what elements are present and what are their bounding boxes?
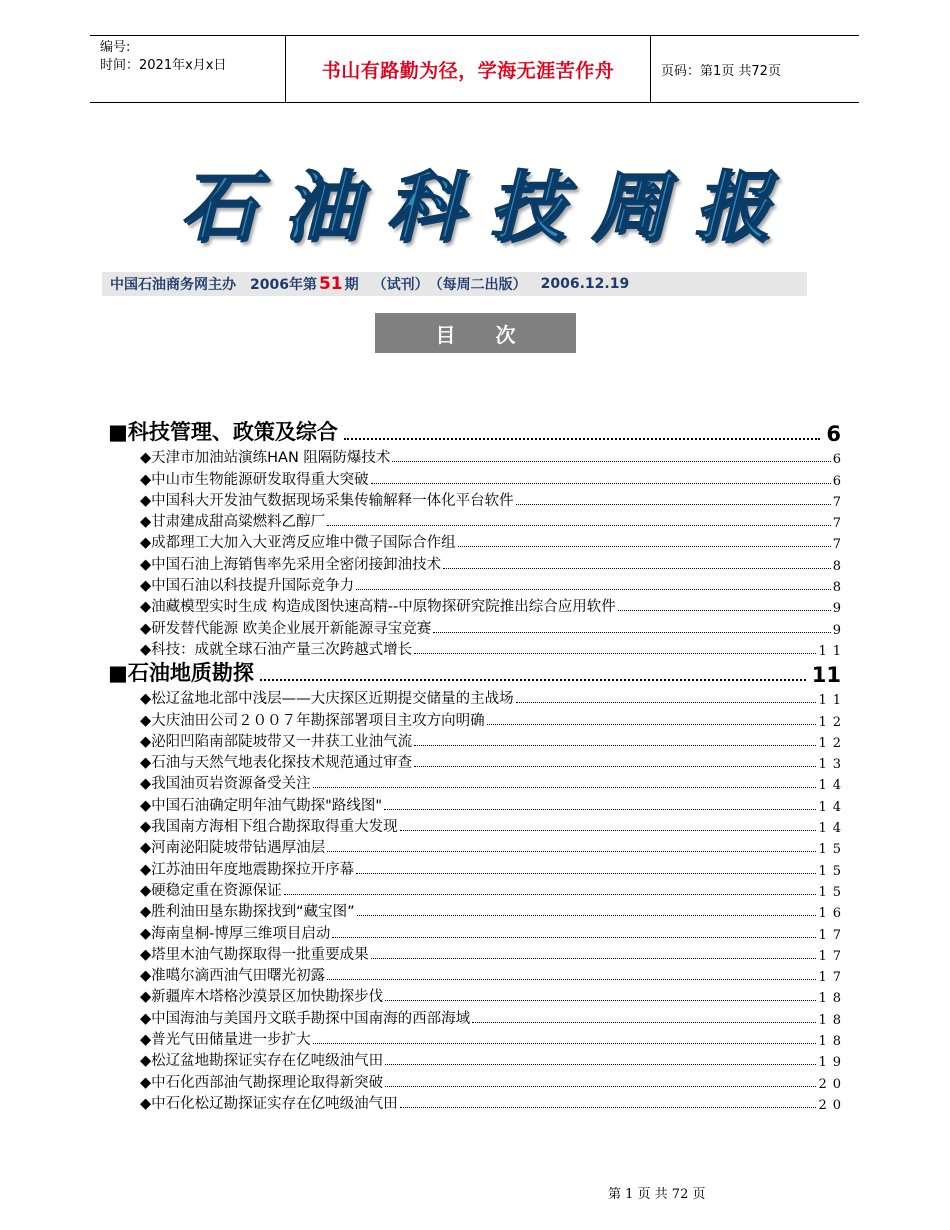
leader-dots [332,937,816,938]
leader-dots [344,438,821,440]
toc-entry-title: ◆胜利油田垦东勘探找到“藏宝图” [140,904,355,921]
table-of-contents [108,418,847,1113]
time-label: 时间：2021年x月x日 [100,58,227,73]
toc-entry-page: 8 [832,558,847,574]
toc-entry-title: ◆大庆油田公司２００７年勘探部署项目主攻方向明确 [140,712,485,729]
leader-dots [487,724,817,725]
leader-dots [356,873,816,874]
leader-dots [313,787,817,788]
leader-dots [443,568,831,569]
toc-entry-page: 11 [818,693,847,709]
trial-label: （试刊） [372,277,429,293]
toc-entry-page: 15 [818,842,847,858]
leader-dots [327,979,816,980]
toc-entry-page: 17 [818,970,847,986]
toc-entry[interactable] [108,574,847,596]
toc-entry[interactable] [108,489,847,510]
toc-entry-title: ◆中石化西部油气勘探理论取得新突破 [140,1074,384,1091]
masthead-char: 周 [591,161,668,251]
toc-entry[interactable] [108,836,847,858]
toc-entry-title: ◆泌阳凹陷南部陡坡带又一井获工业油气流 [140,733,413,750]
toc-entry-title: ◆江苏油田年度地震勘探拉开序幕 [140,861,355,878]
toc-entry[interactable] [108,751,847,773]
toc-entry-title: ◆中国石油以科技提升国际竞争力 [140,578,355,595]
toc-entry[interactable] [108,708,847,730]
masthead-title [180,150,770,250]
frequency-label: （每周二出版） [428,277,527,293]
toc-section-heading[interactable] [108,418,841,446]
toc-entry-title: ◆松辽盆地北部中浅层——大庆探区近期提交储量的主战场 [140,691,514,708]
toc-entry[interactable] [108,1092,847,1113]
toc-section-title: ■石油地质勘探 [108,660,254,685]
masthead-char: 石 [180,161,256,251]
toc-entry[interactable] [108,531,847,553]
toc-entry-title: ◆海南皇桐-博厚三维项目启动 [140,925,331,942]
toc-entry[interactable] [108,793,847,815]
leader-dots [472,1022,816,1023]
header-page-code: 页码：第1页 共72页 [661,63,781,79]
toc-section-heading[interactable] [108,659,841,687]
toc-section-page: 11 [811,662,841,687]
document-header [90,35,859,103]
toc-entry-page: 6 [832,452,847,468]
masthead-char: 油 [282,161,359,251]
toc-entry-page: 7 [832,494,847,510]
toc-entry[interactable] [108,772,847,794]
toc-entry-page: 18 [818,1012,847,1028]
toc-entry-title: ◆河南泌阳陡坡带钻遇厚油层 [140,840,326,857]
toc-entry-title: ◆新疆库木塔格沙漠景区加快勘探步伐 [140,989,384,1006]
toc-entry-page: 14 [818,821,847,837]
toc-entry-page: 18 [818,991,847,1007]
header-motto: 书山有路勤为径，学海无涯苦作舟 [286,36,651,102]
toc-entry[interactable] [108,1028,847,1050]
toc-entry-page: 9 [832,601,847,617]
toc-entry-title: ◆塔里木油气勘探取得一批重要成果 [140,946,369,963]
toc-entry-title: ◆硬稳定重在资源保证 [140,882,282,899]
leader-dots [313,1043,817,1044]
toc-entry-page: 9 [832,622,847,638]
leader-dots [385,1086,816,1087]
toc-entry-title: ◆中国石油上海销售率先采用全密闭接卸油技术 [140,556,442,573]
toc-section-title: ■科技管理、政策及综合 [108,420,338,444]
leader-dots [327,851,816,852]
toc-entry-page: 18 [818,1034,847,1050]
toc-entry-page: 14 [818,778,847,794]
leader-dots [327,525,831,526]
toc-entry-title: ◆科技：成就全球石油产量三次跨越式增长 [140,641,413,658]
leader-dots [385,1064,816,1065]
leader-dots [384,809,816,810]
leader-dots [414,653,816,654]
toc-entry[interactable] [108,467,847,489]
toc-entry-title: ◆天津市加油站演练HAN 阻隔防爆技术 [140,450,391,467]
leader-dots [260,679,806,681]
issue-year: 2006年第 [250,277,317,293]
leader-dots [392,461,830,462]
leader-dots [433,632,830,633]
issue-date: 2006.12.19 [540,276,630,292]
toc-entry-title: ◆我国南方海相下组合勘探取得重大发现 [140,819,398,836]
toc-entry-title: ◆成都理工大加入大亚湾反应堆中微子国际合作组 [140,535,456,552]
toc-entry[interactable] [108,815,847,837]
leader-dots [618,610,831,611]
toc-entry-title: ◆准噶尔滴西油气田曙光初露 [140,968,326,985]
toc-entry-title: ◆我国油页岩资源备受关注 [140,776,311,793]
leader-dots [414,766,816,767]
leader-dots [284,894,817,895]
toc-entry-page: 15 [818,884,847,900]
leader-dots [516,504,831,505]
header-meta [90,36,286,102]
toc-entry-title: ◆研发替代能源 欧美企业展开新能源寻宝竞赛 [140,620,432,637]
toc-entry[interactable] [108,985,847,1007]
issue-number: 51 [318,274,343,294]
toc-entry-page: 14 [818,799,847,815]
toc-entry[interactable] [108,1070,847,1092]
toc-entry-title: ◆普光气田储量进一步扩大 [140,1032,311,1049]
toc-entry-page: 7 [832,516,847,532]
toc-entry-title: ◆中山市生物能源研发取得重大突破 [140,471,369,488]
number-label: 编号: [100,40,131,55]
masthead-char: 科 [385,161,462,251]
toc-entry-title: ◆油藏模型实时生成 构造成图快速高精--中原物探研究院推出综合应用软件 [140,599,616,616]
toc-entry[interactable] [108,1006,847,1028]
toc-entry[interactable] [108,943,847,964]
leader-dots [458,546,831,547]
toc-entry-title: ◆中石化松辽勘探证实存在亿吨级油气田 [140,1095,398,1112]
leader-dots [400,830,817,831]
toc-entry-title: ◆甘肃建成甜高粱燃料乙醇厂 [140,514,326,531]
toc-entry-page: 12 [818,735,847,751]
toc-entry-title: ◆中国海油与美国丹文联手勘探中国南海的西部海域 [140,1010,471,1027]
toc-entry[interactable] [108,879,847,900]
toc-entry-page: 20 [818,1076,847,1092]
toc-entry[interactable] [108,510,847,532]
page-footer: 第 1 页 共 72 页 [608,1187,706,1202]
toc-entry-title: ◆石油与天然气地表化探技术规范通过审查 [140,755,413,772]
toc-entry-page: 16 [818,906,847,922]
toc-entry-title: ◆中国科大开发油气数据现场采集传输解释一体化平台软件 [140,492,514,509]
leader-dots [516,702,817,703]
leader-dots [357,915,817,916]
toc-entry-page: 12 [818,714,847,730]
toc-heading: 目次 [375,313,576,353]
toc-entry[interactable] [108,446,847,468]
toc-entry[interactable] [108,921,847,943]
leader-dots [400,1107,817,1108]
toc-entry-page: 13 [818,757,847,773]
toc-entry[interactable] [108,595,847,617]
toc-entry-page: 15 [818,863,847,879]
toc-entry-page: 8 [832,580,847,596]
masthead-char: 技 [488,161,565,251]
toc-entry-title: ◆松辽盆地勘探证实存在亿吨级油气田 [140,1053,384,1070]
toc-entry-page: 6 [832,473,847,489]
toc-entry[interactable] [108,857,847,879]
leader-dots [385,1000,816,1001]
issue-suffix: 期 [344,277,359,293]
toc-entry-page: 7 [832,537,847,553]
masthead-char: 报 [693,161,770,251]
leader-dots [414,745,816,746]
toc-entry[interactable] [108,900,847,922]
toc-entry-title: ◆中国石油确定明年油气勘探"路线图" [140,797,382,814]
toc-entry[interactable] [108,730,847,751]
toc-entry-page: 17 [818,948,847,964]
leader-dots [356,589,831,590]
toc-entry[interactable] [108,552,847,574]
toc-entry-page: 19 [818,1055,847,1071]
toc-entry[interactable] [108,638,847,659]
issue-info-bar [102,272,807,296]
toc-entry[interactable] [108,964,847,986]
toc-entry-page: 17 [818,927,847,943]
toc-entry[interactable] [108,687,847,709]
toc-entry[interactable] [108,1049,847,1071]
toc-section-page: 6 [826,422,841,446]
publisher: 中国石油商务网主办 [110,277,236,293]
leader-dots [371,483,831,484]
toc-entry[interactable] [108,616,847,638]
toc-entry-page: 11 [818,643,847,659]
toc-entry-page: 20 [818,1097,847,1113]
leader-dots [371,958,817,959]
